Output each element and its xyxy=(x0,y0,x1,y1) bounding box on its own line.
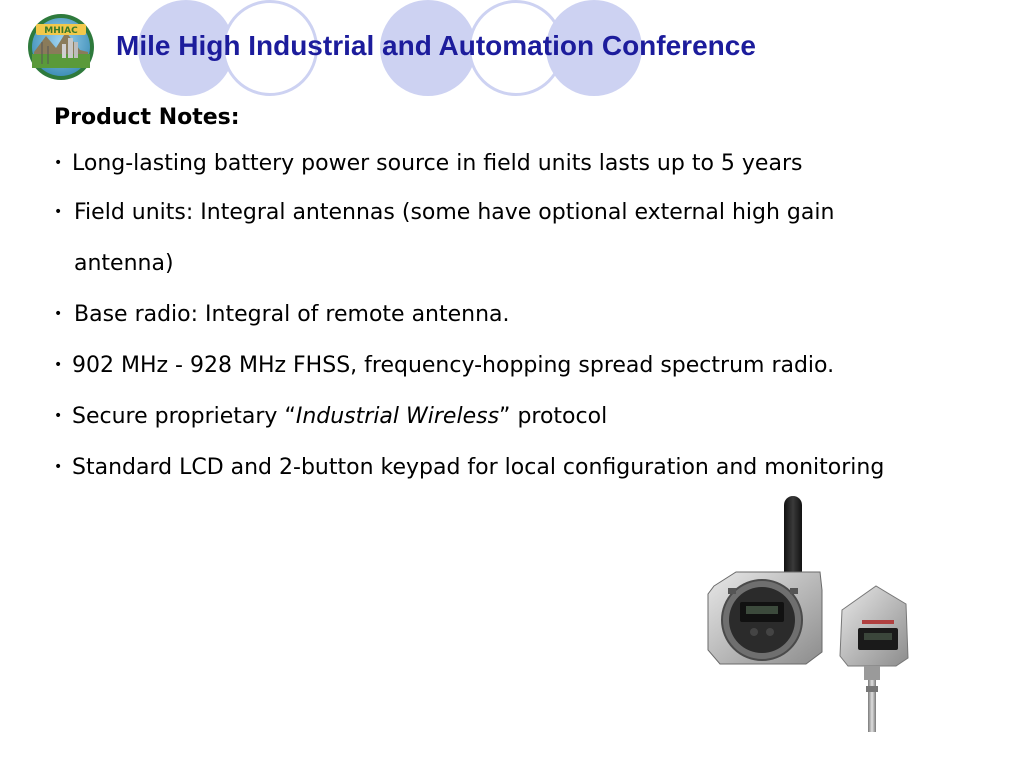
bullet-icon: • xyxy=(54,155,63,171)
list-item xyxy=(54,340,1004,391)
bullet-text xyxy=(74,187,834,289)
bullet-text-line: antenna) xyxy=(74,251,174,276)
list-item xyxy=(54,289,1004,340)
bullet-icon: • xyxy=(54,204,63,220)
svg-text:MHIAC: MHIAC xyxy=(44,26,78,36)
bullet-text: Long-lasting battery power source in field units lasts up to 5 years xyxy=(72,151,803,176)
slide-title: Mile High Industrial and Automation Conference xyxy=(116,30,756,61)
bullet-icon: • xyxy=(54,459,63,475)
mhiac-logo xyxy=(24,12,98,82)
product-notes-heading: Product Notes: xyxy=(54,105,240,130)
bullet-icon: • xyxy=(54,357,63,373)
bullet-icon: • xyxy=(54,408,63,424)
bullet-text: Standard LCD and 2-button keypad for local configuration and monitoring xyxy=(72,455,885,480)
wireless-transmitter-image xyxy=(700,490,924,736)
list-item xyxy=(54,140,1004,187)
bullet-icon: • xyxy=(54,306,63,322)
list-item xyxy=(54,391,1004,442)
bullet-text-suffix: ” protocol xyxy=(499,404,608,429)
product-notes-list xyxy=(54,140,1004,493)
bullet-text-prefix: Secure proprietary “ xyxy=(72,404,296,429)
bullet-text-line: Field units: Integral antennas (some have optional external high gain xyxy=(74,200,835,225)
bullet-text-italic: Industrial Wireless xyxy=(295,404,500,429)
bullet-text xyxy=(72,391,607,442)
bullet-text: 902 MHz - 928 MHz FHSS, frequency-hopping spread spectrum radio. xyxy=(72,353,835,378)
bullet-text: Base radio: Integral of remote antenna. xyxy=(74,302,510,327)
list-item xyxy=(54,442,1004,493)
list-item xyxy=(54,187,1004,289)
